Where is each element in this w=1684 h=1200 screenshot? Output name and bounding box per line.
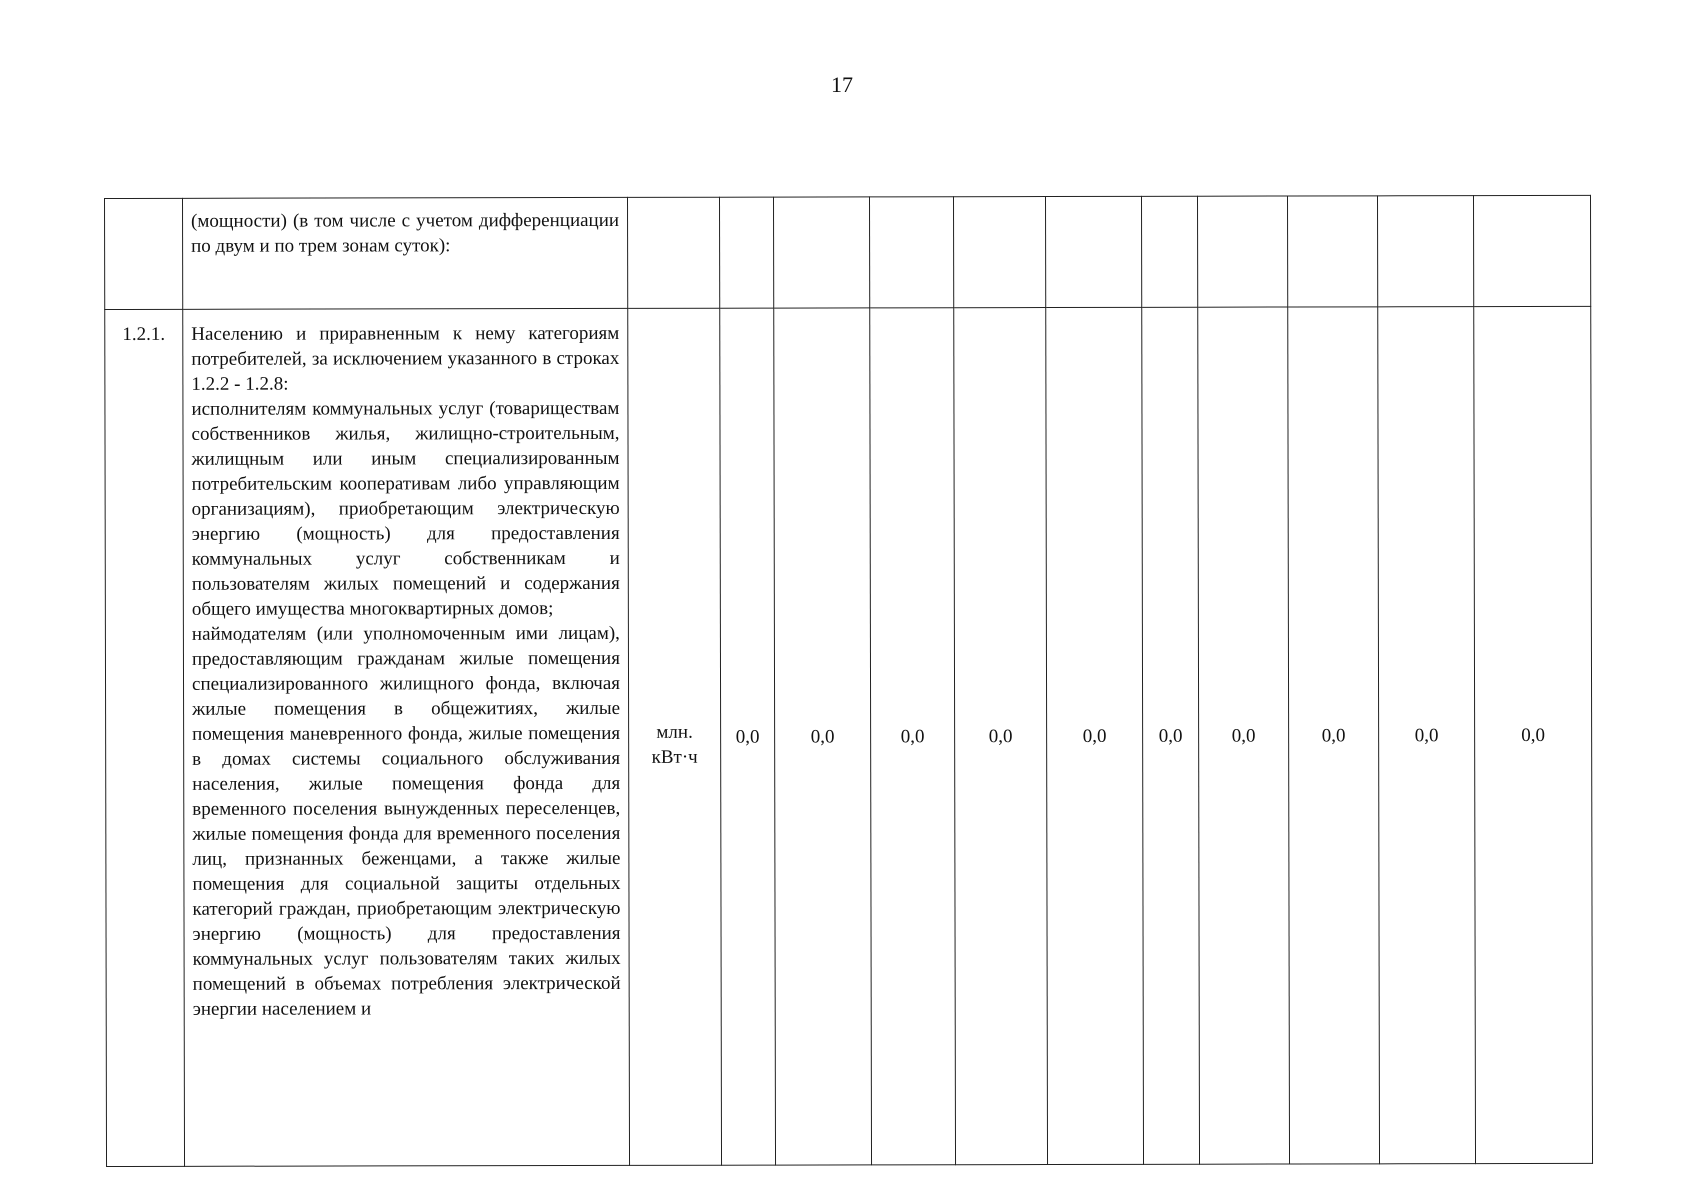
row-description-cell [183,308,630,1166]
value-cell: 0,0 [1142,307,1200,1164]
description-paragraph: исполнителям коммунальных услуг (товариществам собственников жилья, жилищно-строительным, жилищным или иным специализированным потребительским кооперативам либо управляющим организациям), приобретающим электрическую энергию (мощность) для предоставления коммунальных услуг собственникам и пользователям жилых помещений и содержания общего имущества многоквартирных домов; [191,397,620,620]
unit-line-1: млн. [656,721,693,743]
header-value-cell [869,197,953,308]
header-value-cell [1197,196,1287,307]
table-row-header [105,195,1591,309]
description-paragraph: Населению и приравненным к нему категориям потребителей, за исключением указанного в строках 1.2.2 - 1.2.8: [191,322,620,395]
header-value-cell [1287,196,1377,307]
unit-line-2: кВт·ч [651,746,698,768]
header-value-cell [1473,195,1590,306]
value-cell: 0,0 [1474,306,1593,1163]
data-table [104,195,1593,1167]
value-cell: 0,0 [1288,307,1380,1164]
header-value-cell [1045,196,1141,307]
page-number: 17 [831,72,853,97]
value-cell: 0,0 [1378,307,1476,1164]
row-number-cell: 1.2.1. [105,309,185,1166]
value-cell: 0,0 [720,308,776,1165]
header-num-cell [105,198,183,309]
header-value-cell [773,197,869,308]
header-value-cell [1377,196,1473,307]
value-cell: 0,0 [870,308,956,1165]
value-cell: 0,0 [1046,307,1144,1164]
header-value-cell [719,197,773,308]
table-row-1-2-1 [105,306,1593,1166]
value-cell: 0,0 [1198,307,1290,1164]
header-value-cell [953,197,1045,308]
header-value-cell [1141,196,1197,307]
value-cell: 0,0 [774,308,872,1165]
value-cell: 0,0 [954,308,1048,1165]
header-unit-cell [627,197,719,308]
header-description-cell: (мощности) (в том числе с учетом дифференциации по двум и по трем зонам суток): [183,197,628,309]
description-paragraph: наймодателям (или уполномоченным ими лицам), предоставляющим гражданам жилые помещения специализированного жилищного фонда, включая жилые помещения в общежитиях, жилые помещения маневренного фонда, жилые помещения в домах системы социального обслуживания населения, жилые помещения фонда для временного поселения вынужденных переселенцев, жилые помещения фонда для временного поселения лиц, признанных беженцами, а также жилые помещения для социальной защиты отдельных категорий граждан, приобретающим электрическую энергию (мощность) для предоставления коммунальных услуг пользователям таких жилых помещений в объемах потребления электрической энергии населением и [191,622,621,1020]
unit-cell [628,308,722,1165]
